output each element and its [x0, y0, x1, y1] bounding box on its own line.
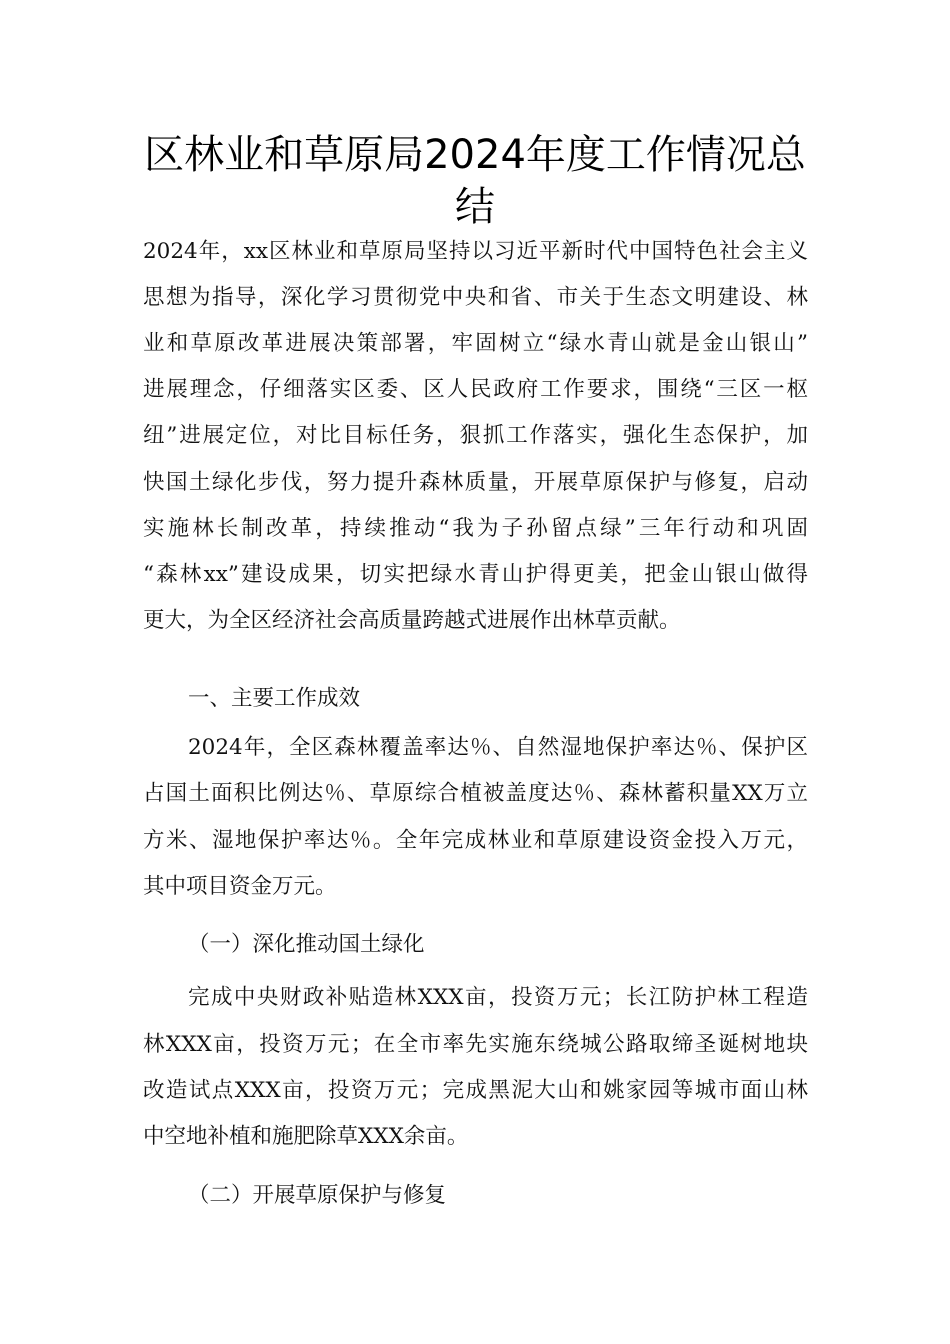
subsection1-paragraph-line: 改造试点XXX亩，投资万元；完成黑泥大山和姚家园等城市面山林 [143, 1078, 808, 1103]
intro-paragraph-line: 进展理念，仔细落实区委、区人民政府工作要求，围绕“三区一枢 [143, 377, 808, 402]
intro-paragraph-line: 业和草原改革进展决策部署，牢固树立“绿水青山就是金山银山” [143, 331, 808, 356]
subsection1-paragraph-line: 林XXX亩，投资万元；在全市率先实施东绕城公路取缔圣诞树地块 [143, 1032, 808, 1057]
intro-paragraph-line: 实施林长制改革，持续推动“我为子孙留点绿”三年行动和巩固 [143, 516, 808, 541]
section1-paragraph-line: 占国土面积比例达％、草原综合植被盖度达％、森林蓄积量XX万立 [143, 781, 808, 806]
section-heading: 一、主要工作成效 [188, 686, 361, 711]
section1-paragraph-line: 方米、湿地保护率达％。全年完成林业和草原建设资金投入万元， [143, 828, 808, 853]
subsection1-paragraph-line: 中空地补植和施肥除草XXX余亩。 [143, 1124, 469, 1149]
intro-paragraph-line: “森林xx”建设成果，切实把绿水青山护得更美，把金山银山做得 [143, 562, 808, 587]
section1-paragraph-line: 2024年，全区森林覆盖率达％、自然湿地保护率达％、保护区 [188, 735, 808, 760]
intro-paragraph-line: 2024年，xx区林业和草原局坚持以习近平新时代中国特色社会主义 [143, 239, 808, 264]
subsection-heading: （一）深化推动国土绿化 [188, 932, 425, 957]
subsection-heading: （二）开展草原保护与修复 [188, 1183, 447, 1208]
intro-paragraph-line: 更大，为全区经济社会高质量跨越式进展作出林草贡献。 [143, 608, 681, 633]
intro-paragraph-line: 思想为指导，深化学习贯彻党中央和省、市关于生态文明建设、林 [143, 285, 808, 310]
section1-paragraph-line: 其中项目资金万元。 [143, 874, 337, 899]
intro-paragraph-line: 快国土绿化步伐，努力提升森林质量，开展草原保护与修复，启动 [143, 470, 808, 495]
document-title-line-2: 结 [455, 184, 495, 230]
document-title-line-1: 区林业和草原局2024年度工作情况总 [144, 132, 806, 178]
intro-paragraph-line: 纽”进展定位，对比目标任务，狠抓工作落实，强化生态保护，加 [143, 423, 808, 448]
subsection1-paragraph-line: 完成中央财政补贴造林XXX亩，投资万元；长江防护林工程造 [188, 985, 808, 1010]
